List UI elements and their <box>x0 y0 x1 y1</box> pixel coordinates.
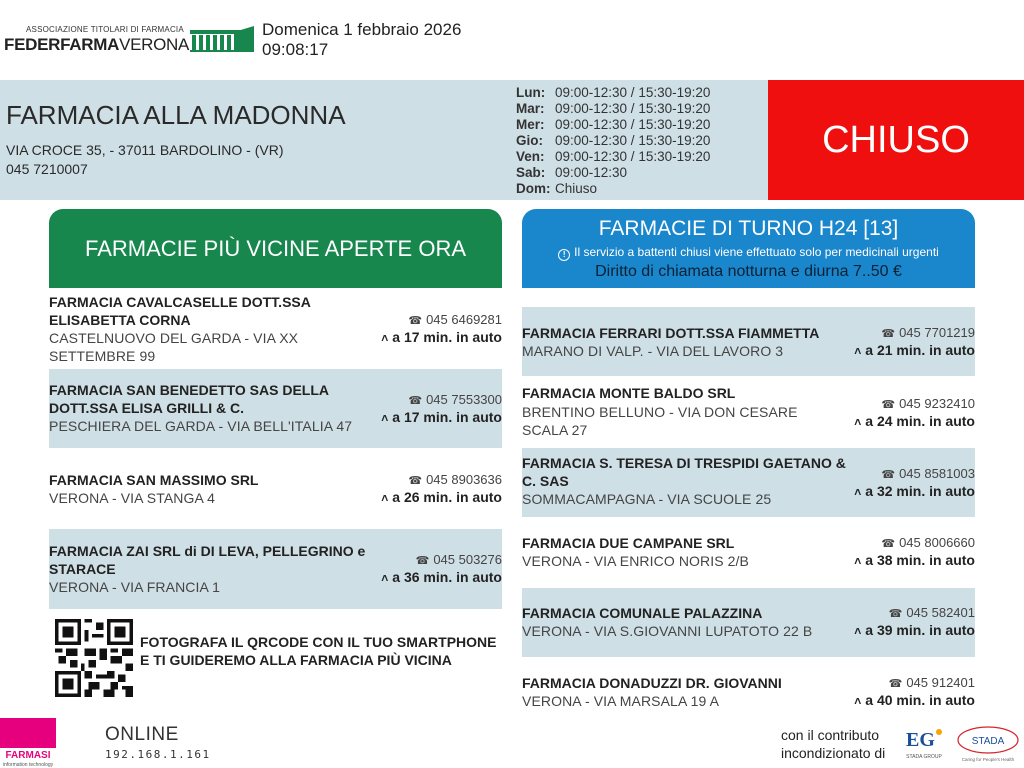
farmasi-logo-text: FARMASI <box>5 750 51 761</box>
pharmacy-item-phone-number: 045 503276 <box>433 552 502 567</box>
navigation-icon: ˄ <box>854 344 862 358</box>
phone-icon: ☎ <box>408 475 423 487</box>
hours-time: 09:00-12:30 / 15:30-19:20 <box>555 85 711 100</box>
ip-address: 192.168.1.161 <box>105 748 211 761</box>
eg-logo-subtext: STADA GROUP <box>906 754 942 760</box>
navigation-icon: ˄ <box>381 491 389 505</box>
hours-row <box>516 85 710 101</box>
connection-status: ONLINE <box>105 724 179 745</box>
pharmacy-item-address: VERONA - VIA ENRICO NORIS 2/B <box>522 553 749 569</box>
hours-time: 09:00-12:30 / 15:30-19:20 <box>555 133 711 148</box>
pharmacy-item-distance <box>854 413 975 429</box>
arena-icon <box>190 26 254 52</box>
duty-fee: Diritto di chiamata notturna e diurna 7..50 € <box>595 263 902 280</box>
pharmacy-item-address: SOMMACAMPAGNA - VIA SCUOLE 25 <box>522 491 772 507</box>
duty-notice <box>522 245 975 261</box>
hours-row <box>516 165 710 181</box>
hours-time: 09:00-12:30 / 15:30-19:20 <box>555 101 711 116</box>
navigation-icon: ˄ <box>381 571 389 585</box>
hours-row <box>516 133 710 149</box>
pharmacy-item-phone-number: 045 8581003 <box>899 466 975 481</box>
pharmacy-item-address: MARANO DI VALP. - VIA DEL LAVORO 3 <box>522 343 784 359</box>
navigation-icon: ˄ <box>854 694 862 708</box>
pharmacy-item-name: FARMACIA COMUNALE PALAZZINA <box>522 605 763 621</box>
info-icon: ! <box>558 249 570 261</box>
pharmacy-item-name: FARMACIA SAN MASSIMO SRL <box>49 472 259 488</box>
stada-logo-text: STADA <box>971 736 1005 747</box>
stada-logo-subtext: Caring for People's Health <box>961 757 1015 762</box>
pharmacy-item-name: FARMACIA S. TERESA DI TRESPIDI GAETANO & C. SAS <box>522 455 846 489</box>
pharmacy-item-phone-number: 045 9232410 <box>899 396 975 411</box>
hours-day: Sab: <box>516 165 546 180</box>
logo-thin-text: VERONA <box>119 35 190 54</box>
hours-day: Mer: <box>516 117 545 132</box>
list-item[interactable] <box>522 378 975 446</box>
pharmacy-item-address: VERONA - VIA FRANCIA 1 <box>49 579 221 595</box>
pharmacy-item-distance-text: a 17 min. in auto <box>392 409 502 425</box>
hours-day: Gio: <box>516 133 543 148</box>
navigation-icon: ˄ <box>854 415 862 429</box>
pharmacy-item-phone <box>881 466 975 481</box>
hours-row <box>516 117 710 133</box>
pharmacy-name: FARMACIA ALLA MADONNA <box>6 100 346 130</box>
phone-icon: ☎ <box>408 315 423 327</box>
sponsor-note-line1: con il contributo <box>781 727 880 743</box>
hours-row <box>516 149 710 165</box>
logo-bold-text: FEDERFARMA <box>4 35 120 54</box>
pharmacy-item-phone <box>408 312 502 327</box>
pharmacy-item-phone-number: 045 582401 <box>906 605 975 620</box>
pharmacy-item-distance <box>854 692 975 708</box>
pharmacy-item-distance-text: a 24 min. in auto <box>865 413 975 429</box>
pharmacy-item-phone-number: 045 6469281 <box>426 312 502 327</box>
pharmacy-address: VIA CROCE 35, - 37011 BARDOLINO - (VR) <box>6 142 284 158</box>
duty-pharmacies-header <box>522 209 975 288</box>
pharmacy-item-name: FARMACIA SAN BENEDETTO SAS DELLA DOTT.SSA ELISA GRILLI & C. <box>49 382 329 416</box>
phone-icon: ☎ <box>888 608 903 620</box>
pharmacy-item-distance <box>381 489 502 505</box>
pharmacy-item-address: VERONA - VIA STANGA 4 <box>49 490 216 506</box>
hours-day: Ven: <box>516 149 545 164</box>
pharmacy-item-name: FARMACIA MONTE BALDO SRL <box>522 385 736 401</box>
pharmacy-phone: 045 7210007 <box>6 161 88 177</box>
pharmacy-item-phone <box>881 535 975 550</box>
list-item[interactable] <box>49 454 502 528</box>
hours-day: Lun: <box>516 85 546 100</box>
stada-logo <box>956 724 1020 764</box>
duty-title: FARMACIE DI TURNO H24 [13] <box>598 217 899 240</box>
sponsor-note-line2: incondizionato di <box>781 745 886 761</box>
pharmacy-item-distance-text: a 39 min. in auto <box>865 622 975 638</box>
list-item[interactable] <box>522 448 975 517</box>
list-item[interactable] <box>49 529 502 609</box>
eg-logo-text: EG <box>906 729 935 751</box>
list-item[interactable] <box>522 518 975 586</box>
status-badge: CHIUSO <box>768 80 1024 200</box>
qr-code-icon <box>55 619 133 697</box>
logo-tagline: ASSOCIAZIONE TITOLARI DI FARMACIA <box>26 25 184 34</box>
navigation-icon: ˄ <box>854 554 862 568</box>
pharmacy-item-address: CASTELNUOVO DEL GARDA - VIA XX SETTEMBRE 99 <box>49 330 299 364</box>
hours-time: Chiuso <box>555 181 598 196</box>
pharmacy-item-name: FARMACIA DONADUZZI DR. GIOVANNI <box>522 675 782 691</box>
pharmacy-item-distance <box>381 409 502 425</box>
pharmacy-item-name: FARMACIA ZAI SRL di DI LEVA, PELLEGRINO e STARACE <box>49 543 366 577</box>
phone-icon: ☎ <box>881 538 896 550</box>
pharmacy-item-phone <box>881 396 975 411</box>
pharmacy-item-phone <box>408 472 502 487</box>
pharmacy-item-distance <box>381 329 502 345</box>
pharmacy-item-phone-number: 045 912401 <box>906 675 975 690</box>
phone-icon: ☎ <box>408 395 423 407</box>
farmasi-logo <box>0 718 56 768</box>
pharmacy-item-address: VERONA - VIA S.GIOVANNI LUPATOTO 22 B <box>522 623 813 639</box>
pharmacy-item-phone-number: 045 8903636 <box>426 472 502 487</box>
eg-logo <box>902 724 946 764</box>
pharmacy-item-address: VERONA - VIA MARSALA 19 A <box>522 693 720 709</box>
phone-icon: ☎ <box>881 469 896 481</box>
hours-day: Mar: <box>516 101 545 116</box>
pharmacy-item-distance-text: a 32 min. in auto <box>865 483 975 499</box>
pharmacy-item-distance-text: a 26 min. in auto <box>392 489 502 505</box>
pharmacy-item-distance <box>854 552 975 568</box>
pharmacy-item-name: FARMACIA DUE CAMPANE SRL <box>522 535 735 551</box>
hours-day: Dom: <box>516 181 551 196</box>
navigation-icon: ˄ <box>381 331 389 345</box>
list-item[interactable] <box>522 307 975 376</box>
pharmacy-item-distance <box>381 569 502 585</box>
logo-wordmark <box>4 35 189 55</box>
farmasi-logo-subtext: information technology <box>2 762 54 768</box>
phone-icon: ☎ <box>881 399 896 411</box>
qr-instructions: FOTOGRAFA IL QRCODE CON IL TUO SMARTPHONE E TI GUIDEREMO ALLA FARMACIA PIÙ VICINA <box>140 634 497 668</box>
pharmacy-item-distance <box>854 622 975 638</box>
pharmacy-item-phone <box>416 552 502 567</box>
pharmacy-info-panel <box>0 80 768 200</box>
hours-time: 09:00-12:30 / 15:30-19:20 <box>555 117 711 132</box>
pharmacy-item-name: FARMACIA CAVALCASELLE DOTT.SSA ELISABETTA CORNA <box>49 294 311 328</box>
pharmacy-item-distance <box>854 342 975 358</box>
list-item[interactable] <box>49 369 502 448</box>
pharmacy-item-phone <box>408 392 502 407</box>
navigation-icon: ˄ <box>381 411 389 425</box>
pharmacy-item-distance-text: a 17 min. in auto <box>392 329 502 345</box>
list-item[interactable] <box>49 290 502 364</box>
opening-hours <box>516 85 710 197</box>
phone-icon: ☎ <box>888 678 903 690</box>
top-bar <box>0 0 1024 80</box>
pharmacy-item-phone-number: 045 7553300 <box>426 392 502 407</box>
hours-row <box>516 101 710 117</box>
pharmacy-item-phone <box>889 605 975 620</box>
phone-icon: ☎ <box>415 555 430 567</box>
pharmacy-item-distance-text: a 21 min. in auto <box>865 342 975 358</box>
duty-notice-text: Il servizio a battenti chiusi viene effettuato solo per medicinali urgenti <box>574 245 939 259</box>
pharmacy-item-phone-number: 045 7701219 <box>899 325 975 340</box>
pharmacy-item-phone <box>889 675 975 690</box>
pharmacy-item-distance-text: a 40 min. in auto <box>865 692 975 708</box>
pharmacy-item-address: BRENTINO BELLUNO - VIA DON CESARE SCALA 27 <box>522 404 798 438</box>
pharmacy-item-address: PESCHIERA DEL GARDA - VIA BELL'ITALIA 47 <box>49 418 353 434</box>
sponsor-note <box>781 726 885 762</box>
list-item[interactable] <box>522 658 975 714</box>
federfarma-logo <box>4 22 254 58</box>
pharmacy-item-distance-text: a 36 min. in auto <box>392 569 502 585</box>
pharmacy-item-distance <box>854 483 975 499</box>
list-item[interactable] <box>522 588 975 657</box>
current-date: Domenica 1 febbraio 2026 <box>262 20 462 39</box>
pharmacy-item-name: FARMACIA FERRARI DOTT.SSA FIAMMETTA <box>522 325 820 341</box>
hours-time: 09:00-12:30 <box>555 165 628 180</box>
pharmacy-item-phone-number: 045 8006660 <box>899 535 975 550</box>
navigation-icon: ˄ <box>854 485 862 499</box>
pharmacy-item-distance-text: a 38 min. in auto <box>865 552 975 568</box>
navigation-icon: ˄ <box>854 624 862 638</box>
date-time <box>262 20 461 60</box>
current-time: 09:08:17 <box>262 40 329 59</box>
pharmacy-item-phone <box>881 325 975 340</box>
phone-icon: ☎ <box>881 328 896 340</box>
hours-time: 09:00-12:30 / 15:30-19:20 <box>555 149 711 164</box>
hours-row <box>516 181 710 197</box>
nearby-open-header: FARMACIE PIÙ VICINE APERTE ORA <box>49 209 502 288</box>
